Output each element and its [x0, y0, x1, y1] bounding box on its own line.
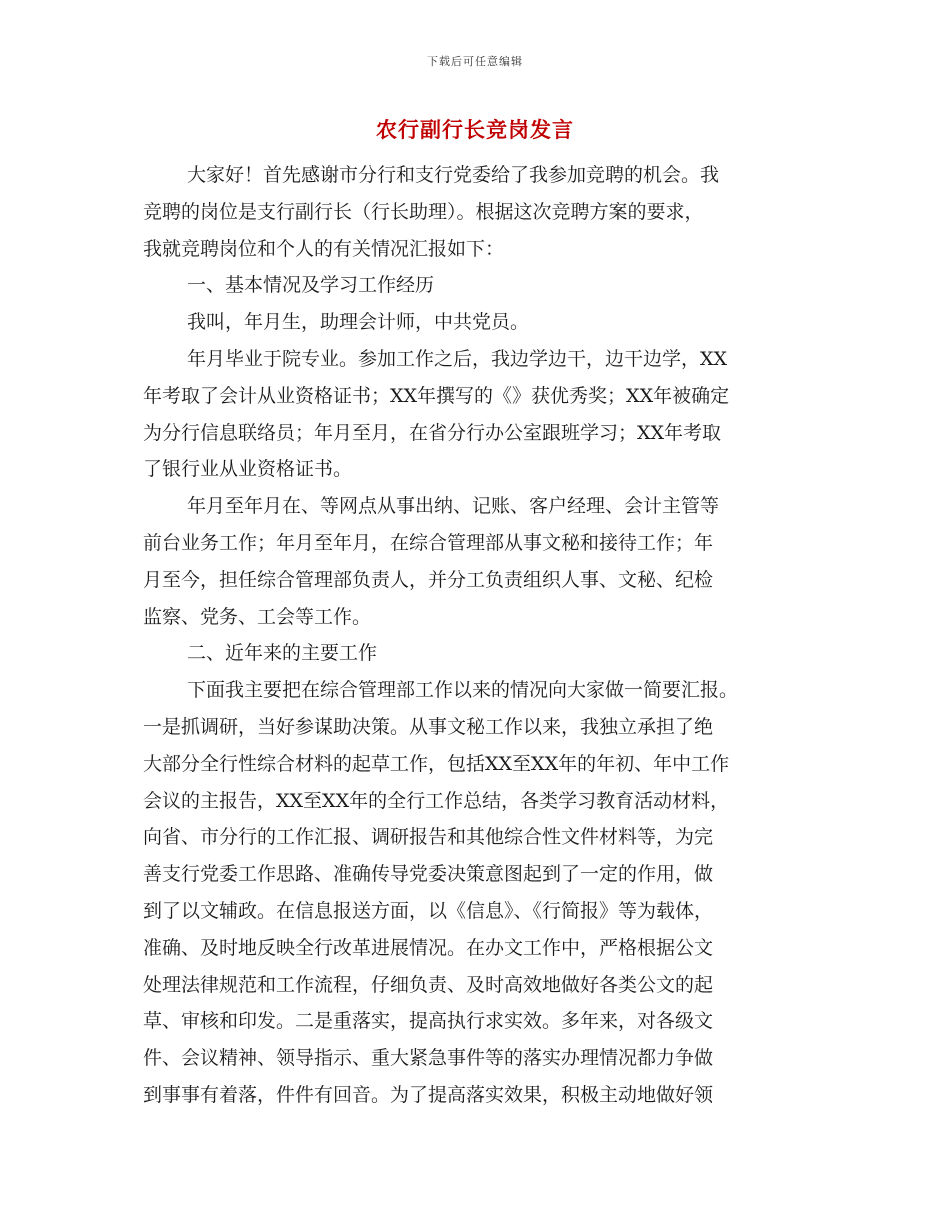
text-line: 大部分全行性综合材料的起草工作，包括XX至XX年的年初、年中工作: [143, 752, 730, 775]
text-line: 我就竞聘岗位和个人的有关情况汇报如下：: [143, 237, 505, 260]
text-line: 了银行业从业资格证书。: [143, 458, 353, 481]
text-line: 处理法律规范和工作流程，仔细负责、及时高效地做好各类公文的起: [143, 973, 714, 996]
text-line: 草、审核和印发。二是重落实，提高执行求实效。多年来，对各级文: [143, 1010, 714, 1033]
text-line: 下面我主要把在综合管理部工作以来的情况向大家做一简要汇报。: [187, 679, 739, 702]
text-line: 会议的主报告，XX至XX年的全行工作总结，各类学习教育活动材料，: [143, 789, 730, 812]
page-header-note: 下载后可任意编辑: [427, 55, 523, 68]
document-title: 农行副行长竞岗发言: [376, 117, 574, 142]
text-line: 年月毕业于院专业。参加工作之后，我边学边干，边干边学，XX: [187, 347, 728, 370]
text-line: 竞聘的岗位是支行副行长（行长助理）。根据这次竞聘方案的要求，: [143, 200, 704, 223]
text-line: 年考取了会计从业资格证书；XX年撰写的《》获优秀奖；XX年被确定: [143, 384, 730, 407]
text-line: 一是抓调研，当好参谋助决策。从事文秘工作以来，我独立承担了绝: [143, 715, 714, 738]
text-line: 月至今，担任综合管理部负责人，并分工负责组织人事、文秘、纪检: [143, 568, 714, 591]
text-line: 大家好！首先感谢市分行和支行党委给了我参加竞聘的机会。我: [187, 164, 720, 186]
text-line: 二、近年来的主要工作: [187, 642, 378, 665]
text-line: 我叫，年月生，助理会计师，中共党员。: [187, 311, 530, 334]
text-line: 善支行党委工作思路、准确传导党委决策意图起到了一定的作用，做: [143, 863, 714, 886]
text-line: 年月至年月在、等网点从事出纳、记账、客户经理、会计主管等: [187, 495, 720, 518]
text-line: 件、会议精神、领导指示、重大紧急事件等的落实办理情况都力争做: [143, 1047, 714, 1070]
text-line: 监察、党务、工会等工作。: [143, 605, 372, 628]
text-line: 准确、及时地反映全行改革进展情况。在办文工作中，严格根据公文: [143, 936, 714, 959]
text-line: 向省、市分行的工作汇报、调研报告和其他综合性文件材料等，为完: [143, 826, 714, 849]
document-body: [143, 157, 811, 1114]
text-line: 前台业务工作；年月至年月，在综合管理部从事文秘和接待工作；年: [143, 531, 714, 554]
text-line: 到事事有着落，件件有回音。为了提高落实效果，积极主动地做好领: [143, 1083, 714, 1106]
text-line: 到了以文辅政。在信息报送方面，以《信息》、《行简报》等为载体，: [143, 899, 714, 922]
text-line: 为分行信息联络员；年月至月，在省分行办公室跟班学习；XX年考取: [143, 421, 722, 444]
text-line: 一、基本情况及学习工作经历: [187, 274, 435, 297]
